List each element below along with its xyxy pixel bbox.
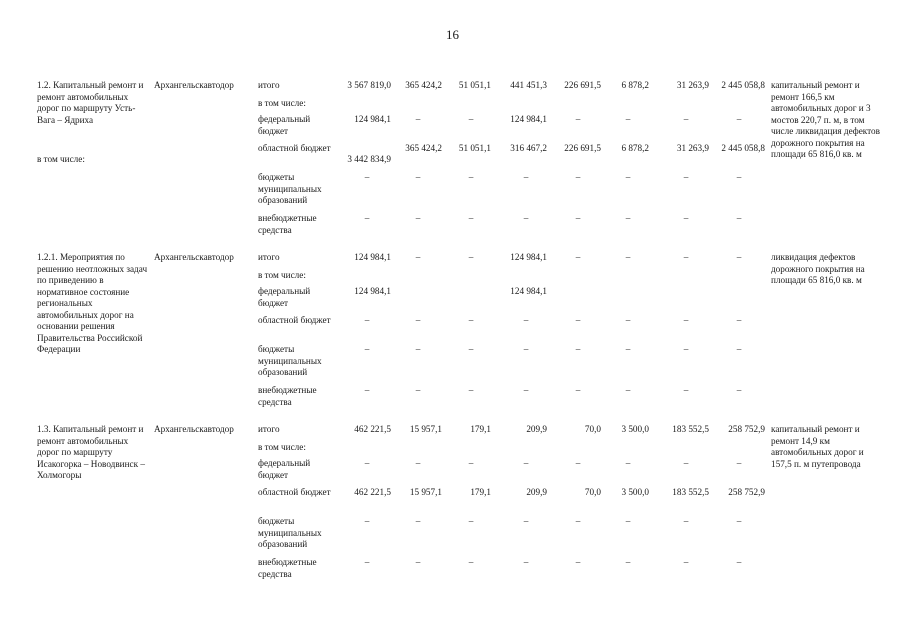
table-cell: 124 984,1 [354, 114, 391, 124]
table-cell: – [736, 213, 742, 223]
funding-source-label: федеральный бюджет [258, 458, 311, 480]
table-cell: – [415, 315, 421, 325]
table-cell: – [523, 172, 529, 182]
funding-source-label: федеральный бюджет [258, 114, 311, 136]
table-cell: – [683, 458, 689, 468]
funding-source-label: федеральный бюджет [258, 286, 311, 308]
table-cell: – [683, 315, 689, 325]
table-cell: – [364, 172, 370, 182]
table-cell: 124 984,1 [354, 252, 391, 262]
table-cell: – [683, 114, 689, 124]
table-cell: – [415, 252, 421, 262]
table-cell: – [736, 344, 742, 354]
table-cell: – [523, 458, 529, 468]
funding-source-label: областной бюджет [258, 315, 331, 325]
table-cell: – [364, 458, 370, 468]
table-cell: 2 445 058,8 [721, 143, 765, 153]
table-cell: – [575, 344, 581, 354]
funding-source-label: бюджеты муниципальных образований [258, 172, 322, 205]
table-cell: 183 552,5 [672, 424, 709, 434]
table-cell: 3 500,0 [621, 487, 649, 497]
table-cell: 3 442 834,9 [347, 154, 391, 164]
expected-result: ликвидация дефектов дорожного покрытия на площади 65 816,0 кв. м [771, 252, 865, 285]
table-cell: – [683, 516, 689, 526]
table-cell: 31 263,9 [676, 80, 709, 90]
table-cell: 3 567 819,0 [347, 80, 391, 90]
table-cell: – [575, 213, 581, 223]
funding-source-label: внебюджетные средства [258, 557, 317, 579]
table-cell: – [415, 344, 421, 354]
funding-source-label: в том числе: [258, 98, 306, 108]
table-cell: – [575, 315, 581, 325]
table-cell: 15 957,1 [409, 487, 442, 497]
table-cell: – [683, 172, 689, 182]
table-cell: – [523, 385, 529, 395]
table-cell: – [364, 344, 370, 354]
table-cell: – [468, 385, 474, 395]
table-cell: 209,9 [526, 424, 547, 434]
table-cell: 209,9 [526, 487, 547, 497]
table-cell: – [468, 557, 474, 567]
table-cell: – [523, 557, 529, 567]
table-cell: 6 878,2 [621, 143, 649, 153]
table-cell: – [625, 213, 631, 223]
table-cell: – [364, 213, 370, 223]
table-cell: 365 424,2 [405, 80, 442, 90]
measure-name: 1.3. Капитальный ремонт и ремонт автомобильных дорог по маршруту Исакогорка – Новодвинск – Холмогоры [37, 424, 145, 480]
table-cell: – [415, 516, 421, 526]
table-cell: 226 691,5 [564, 80, 601, 90]
table-cell: – [415, 213, 421, 223]
table-cell: 2 445 058,8 [721, 80, 765, 90]
table-cell: 124 984,1 [510, 252, 547, 262]
table-cell: 3 500,0 [621, 424, 649, 434]
table-cell: – [575, 252, 581, 262]
table-cell: 316 467,2 [510, 143, 547, 153]
table-cell: – [575, 114, 581, 124]
table-cell: – [468, 213, 474, 223]
table-cell: – [736, 114, 742, 124]
table-cell: – [736, 252, 742, 262]
table-cell: – [415, 172, 421, 182]
funding-source-label: итого [258, 80, 280, 90]
table-cell: 124 984,1 [510, 286, 547, 296]
table-cell: – [523, 213, 529, 223]
table-cell: 6 878,2 [621, 80, 649, 90]
table-cell: – [575, 516, 581, 526]
table-cell: – [364, 385, 370, 395]
measure-subtitle: в том числе: [37, 154, 85, 164]
funding-source-label: итого [258, 424, 280, 434]
table-cell: – [683, 385, 689, 395]
funding-source-label: в том числе: [258, 442, 306, 452]
executor-cell: Архангельскавтодор [154, 252, 234, 262]
table-cell: – [625, 252, 631, 262]
table-cell: – [625, 315, 631, 325]
table-cell: – [575, 458, 581, 468]
table-cell: – [468, 114, 474, 124]
table-cell: – [683, 252, 689, 262]
table-cell: 51 051,1 [458, 143, 491, 153]
funding-source-label: в том числе: [258, 270, 306, 280]
table-cell: – [468, 344, 474, 354]
table-cell: 70,0 [584, 487, 601, 497]
executor-cell: Архангельскавтодор [154, 424, 234, 434]
table-cell: 179,1 [470, 424, 491, 434]
table-cell: – [736, 385, 742, 395]
table-cell: – [523, 516, 529, 526]
funding-source-label: внебюджетные средства [258, 385, 317, 407]
table-cell: – [575, 172, 581, 182]
table-cell: – [468, 315, 474, 325]
table-cell: – [736, 516, 742, 526]
table-cell: 179,1 [470, 487, 491, 497]
table-cell: – [575, 385, 581, 395]
table-cell: – [625, 114, 631, 124]
expected-result: капитальный ремонт и ремонт 14,9 км автомобильных дорог и 157,5 п. м путепровода [771, 424, 864, 469]
table-cell: 31 263,9 [676, 143, 709, 153]
table-cell: – [625, 458, 631, 468]
table-cell: – [468, 172, 474, 182]
page-number: 16 [446, 27, 459, 42]
table-cell: – [575, 557, 581, 567]
table-cell: – [736, 315, 742, 325]
table-cell: – [523, 315, 529, 325]
funding-source-label: бюджеты муниципальных образований [258, 344, 322, 377]
table-cell: – [415, 385, 421, 395]
measure-name: 1.2.1. Мероприятия по решению неотложных задач по приведению в нормативное состояние региональных автомобильных дорог на основании решения Правительства Российской Федерации [37, 252, 148, 354]
table-cell: 183 552,5 [672, 487, 709, 497]
table-cell: – [625, 385, 631, 395]
table-cell: – [625, 344, 631, 354]
table-cell: 226 691,5 [564, 143, 601, 153]
measure-name: 1.2. Капитальный ремонт и ремонт автомобильных дорог по маршруту Усть-Вага – Ядриха [37, 80, 144, 125]
table-cell: – [736, 458, 742, 468]
table-cell: – [468, 252, 474, 262]
table-cell: – [468, 516, 474, 526]
table-cell: 441 451,3 [510, 80, 547, 90]
funding-source-label: областной бюджет [258, 143, 331, 153]
funding-source-label: итого [258, 252, 280, 262]
table-cell: – [415, 557, 421, 567]
table-cell: 258 752,9 [728, 487, 765, 497]
table-cell: 124 984,1 [510, 114, 547, 124]
table-cell: – [415, 114, 421, 124]
funding-source-label: бюджеты муниципальных образований [258, 516, 322, 549]
table-cell: – [625, 557, 631, 567]
table-cell: 15 957,1 [409, 424, 442, 434]
table-cell: – [683, 557, 689, 567]
table-cell: 462 221,5 [354, 424, 391, 434]
funding-source-label: областной бюджет [258, 487, 331, 497]
table-cell: – [364, 557, 370, 567]
table-cell: 70,0 [584, 424, 601, 434]
table-cell: – [625, 172, 631, 182]
table-cell: 258 752,9 [728, 424, 765, 434]
expected-result: капитальный ремонт и ремонт 166,5 км автомобильных дорог и 3 мостов 220,7 п. м, в том числе ликвидация дефектов дорожного покрытия на площади 65 816,0 кв. м [771, 80, 880, 159]
table-cell: – [736, 172, 742, 182]
table-cell: – [625, 516, 631, 526]
table-cell: – [683, 213, 689, 223]
table-cell: 462 221,5 [354, 487, 391, 497]
table-cell: 124 984,1 [354, 286, 391, 296]
table-cell: – [683, 344, 689, 354]
funding-source-label: внебюджетные средства [258, 213, 317, 235]
table-cell: – [364, 516, 370, 526]
table-cell: – [415, 458, 421, 468]
table-cell: – [364, 315, 370, 325]
table-cell: – [736, 557, 742, 567]
table-cell: – [523, 344, 529, 354]
table-cell: 365 424,2 [405, 143, 442, 153]
table-cell: – [468, 458, 474, 468]
executor-cell: Архангельскавтодор [154, 80, 234, 90]
table-cell: 51 051,1 [458, 80, 491, 90]
